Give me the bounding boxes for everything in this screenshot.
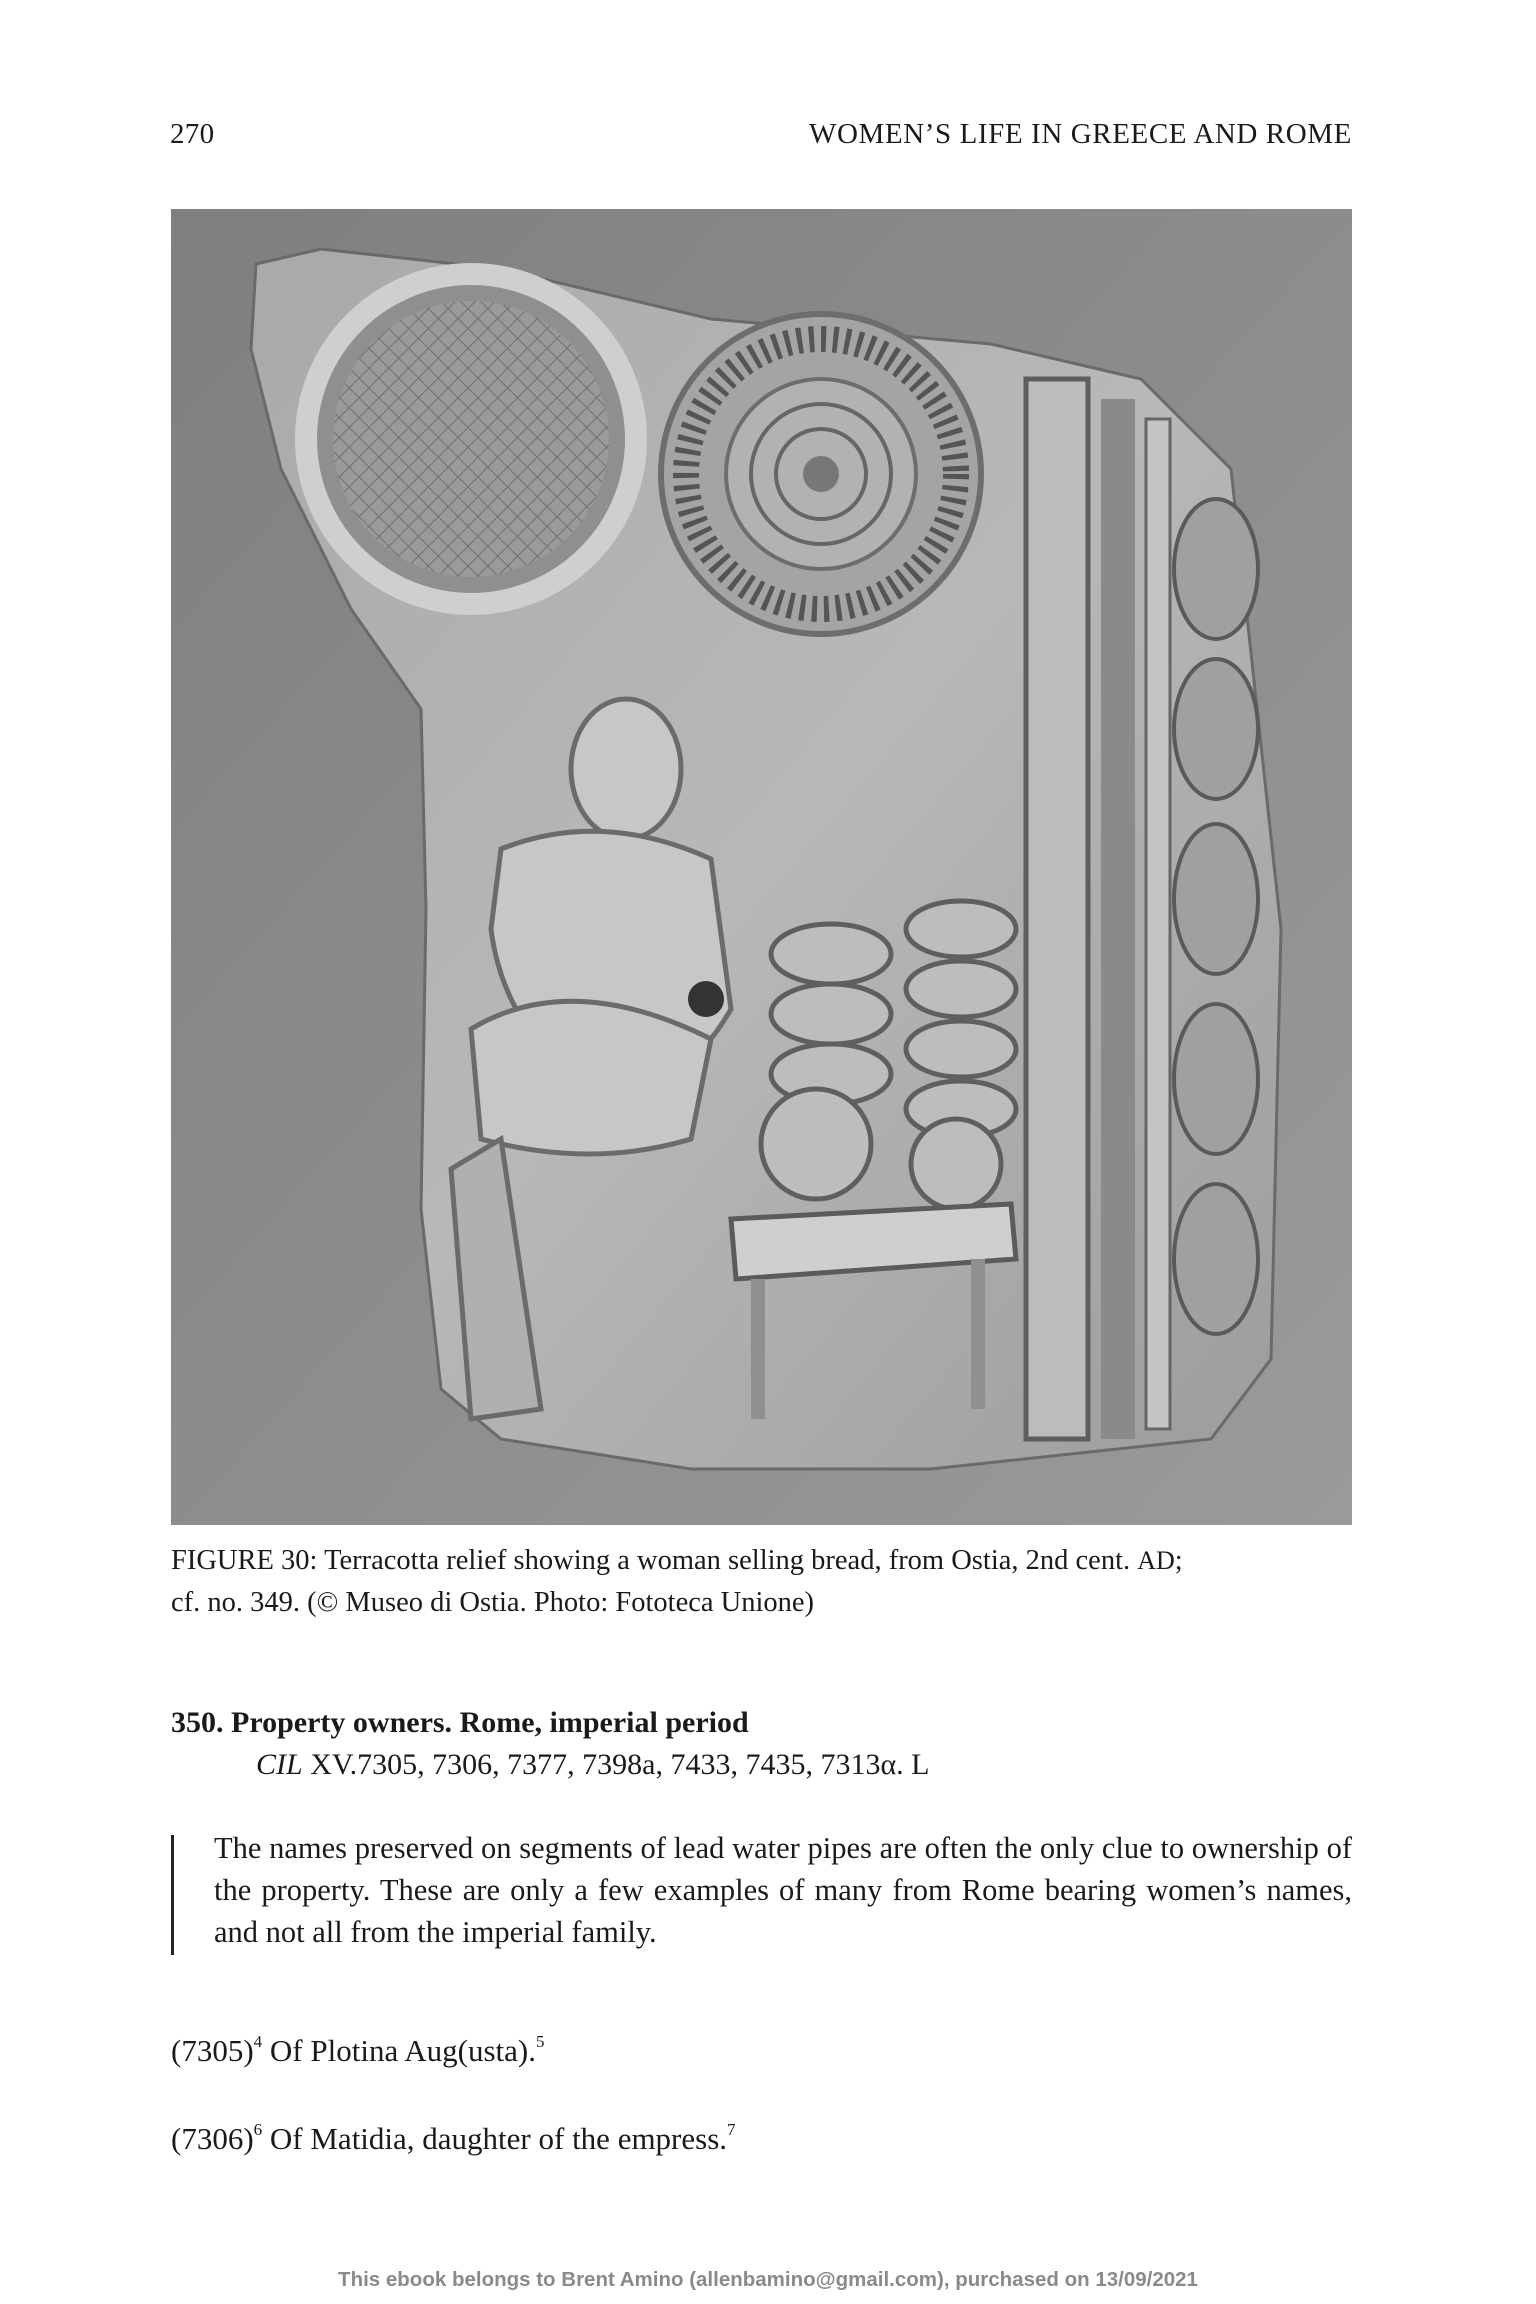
source-refs: XV.7305, 7306, 7377, 7398a, 7433, 7435, 7313α. L [302,1748,930,1781]
footnote-marker: 4 [253,2032,263,2051]
footnote-marker: 7 [727,2120,736,2139]
inscription-line [171,2118,736,2160]
sieve-disc [306,274,636,604]
caption-main-text: FIGURE 30: Terracotta relief showing a woman selling bread, from Ostia, 2nd cent. [171,1545,1138,1576]
source-corpus: CIL [256,1748,303,1781]
intro-note [171,1827,1352,1953]
running-header [170,118,1352,158]
footnote-marker: 6 [253,2120,263,2139]
inscription-line [171,2030,544,2072]
relief-photograph [171,209,1352,1525]
inscription-ref: (7306) [171,2121,254,2156]
page-number: 270 [170,118,215,150]
ownership-watermark: This ebook belongs to Brent Amino (allenbamino@gmail.com), purchased on 13/09/2021 [338,2268,1198,2291]
inscription-ref: (7305) [171,2033,254,2068]
entry-title: Property owners. Rome, imperial period [231,1706,749,1739]
running-title: WOMEN’S LIFE IN GREECE AND ROME [809,118,1352,150]
caption-punct: ; [1174,1545,1183,1576]
entry-source [171,1744,1361,1786]
figure-caption [171,1540,1361,1624]
caption-line-1 [171,1540,1361,1582]
footnote-marker: 5 [535,2032,545,2051]
inscription-text: Of Plotina Aug(usta). [262,2033,536,2068]
caption-line-2: cf. no. 349. (© Museo di Ostia. Photo: Fototeca Unione) [171,1587,815,1618]
intro-text: The names preserved on segments of lead water pipes are often the only clue to ownership of the property. These are only a few examples of many from Rome bearing women’s names, and not all from the imperial family. [214,1831,1352,1949]
entry-number: 350. [171,1706,224,1739]
marginal-rule [171,1835,174,1955]
caption-era: AD [1137,1546,1175,1575]
entry-heading [171,1702,1361,1786]
inscription-text: Of Matidia, daughter of the empress. [262,2121,728,2156]
rosette-disc [661,314,981,634]
